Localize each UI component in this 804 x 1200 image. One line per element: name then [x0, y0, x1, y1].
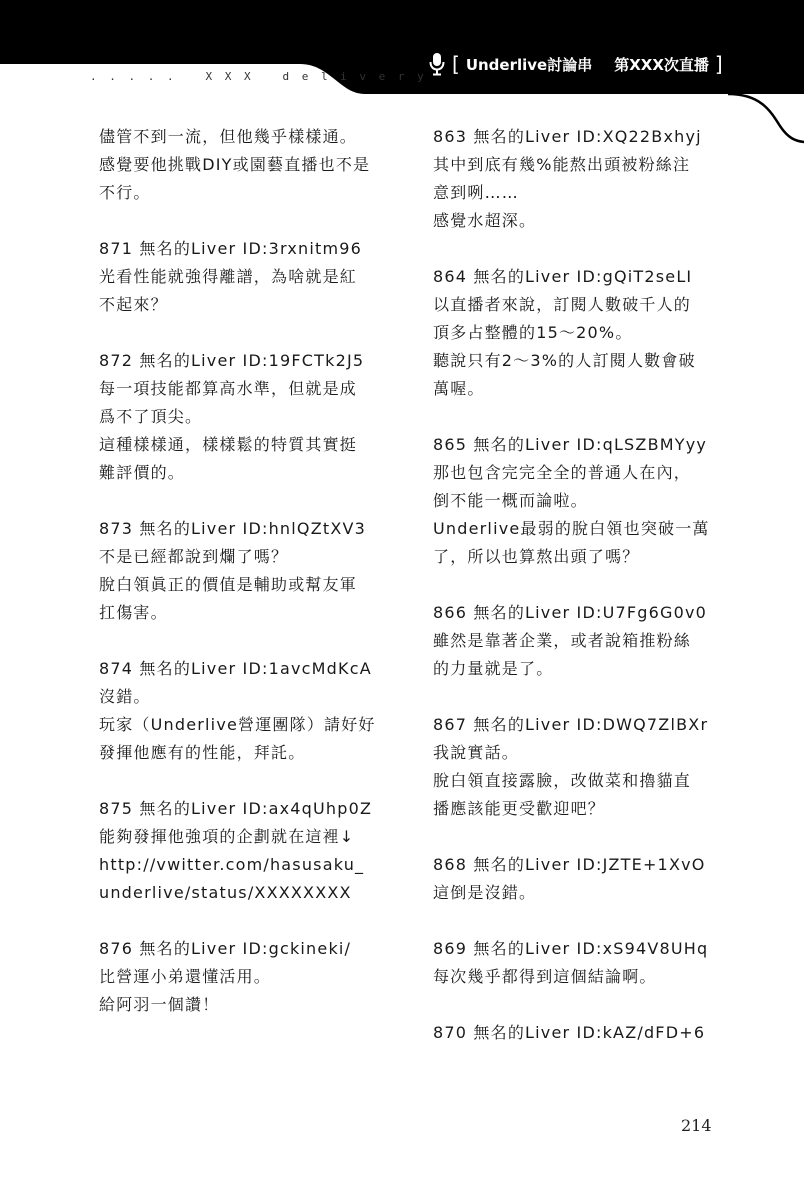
post: [433, 935, 733, 991]
post-header: 864 無名的Liver ID:gQiT2seLI: [433, 267, 693, 286]
post-header: 867 無名的Liver ID:DWQ7ZlBXr: [433, 715, 709, 734]
post: [433, 599, 733, 683]
post: [433, 431, 733, 571]
post: [99, 347, 399, 487]
post: [433, 711, 733, 823]
post-header: 873 無名的Liver ID:hnlQZtXV3: [99, 519, 367, 538]
post: [99, 795, 399, 907]
post-line: 脫白領眞正的價值是輔助或幫友軍: [99, 575, 358, 594]
running-head: . . . . . X X X d e l i v e r y: [90, 70, 427, 83]
post-line: 光看性能就強得離譜，為啥就是紅: [99, 267, 358, 286]
post-line: 比營運小弟還懂活用。: [99, 967, 272, 986]
post-line: 意到咧……: [433, 183, 520, 202]
post-line: 能夠發揮他強項的企劃就在這裡↓: [99, 827, 355, 846]
post-line: 脫白領直接露臉，改做菜和擼貓直: [433, 771, 692, 790]
post-header: 870 無名的Liver ID:kAZ/dFD+6: [433, 1023, 706, 1042]
bracket-open: [: [452, 52, 460, 76]
post-line: Underlive最弱的脫白領也突破一萬: [433, 519, 710, 538]
post-header: 868 無名的Liver ID:JZTE+1XvO: [433, 855, 706, 874]
post-line: 聽說只有2～3%的人訂閱人數會破: [433, 351, 696, 370]
post: [433, 263, 733, 403]
post-line: 播應該能更受歡迎吧？: [433, 799, 606, 818]
post-link: underlive/status/XXXXXXXX: [99, 883, 352, 902]
post-line: 扛傷害。: [99, 603, 168, 622]
post-header: 871 無名的Liver ID:3rxnitm96: [99, 239, 362, 258]
post-line: 了，所以也算熬出頭了嗎？: [433, 547, 640, 566]
right-column: [433, 123, 733, 1075]
post-line: 這倒是沒錯。: [433, 883, 537, 902]
post-line: 每一項技能都算高水準，但就是成: [99, 379, 358, 398]
post-line: 不是已經都說到爛了嗎？: [99, 547, 289, 566]
post-line: 那也包含完完全全的普通人在內，: [433, 463, 692, 482]
post-header: 865 無名的Liver ID:qLSZBMYyy: [433, 435, 708, 454]
post-line: 沒錯。: [99, 687, 151, 706]
post-header: 876 無名的Liver ID:gckineki/: [99, 939, 352, 958]
post: [99, 123, 399, 207]
post-line: 以直播者來說，訂閱人數破千人的: [433, 295, 692, 314]
post-line: 不行。: [99, 183, 151, 202]
post-line: 感覺要他挑戰DIY或園藝直播也不是: [99, 155, 371, 174]
post: [99, 515, 399, 627]
post-line: 發揮他應有的性能，拜託。: [99, 743, 306, 762]
thread-title: [428, 52, 723, 76]
broadcast-number: 第XXX次直播: [614, 55, 709, 74]
post-line: 萬喔。: [433, 379, 485, 398]
post-line: 不起來？: [99, 295, 168, 314]
post-line: 倒不能一概而論啦。: [433, 491, 588, 510]
post-line: 這種樣樣通，樣樣鬆的特質其實挺: [99, 435, 358, 454]
post: [99, 235, 399, 319]
post: [99, 655, 399, 767]
post-line: 我說實話。: [433, 743, 520, 762]
post-header: 874 無名的Liver ID:1avcMdKcA: [99, 659, 372, 678]
post-line: 難評價的。: [99, 463, 186, 482]
post-header: 869 無名的Liver ID:xS94V8UHq: [433, 939, 709, 958]
post: [433, 123, 733, 235]
post-line: 頂多占整體的15～20%。: [433, 323, 633, 342]
post-line: 給阿羽一個讚！: [99, 995, 220, 1014]
post: [99, 935, 399, 1019]
post-header: 872 無名的Liver ID:19FCTk2J5: [99, 351, 365, 370]
post-line: 儘管不到一流，但他幾乎樣樣通。: [99, 127, 358, 146]
post-line: 玩家（Underlive營運團隊）請好好: [99, 715, 376, 734]
post: [433, 1019, 733, 1047]
post-line: 每次幾乎都得到這個結論啊。: [433, 967, 657, 986]
post-line: 的力量就是了。: [433, 659, 554, 678]
post-line: 雖然是靠著企業，或者說箱推粉絲: [433, 631, 692, 650]
post-line: 感覺水超深。: [433, 211, 537, 230]
page-number: 214: [681, 1116, 712, 1135]
post-line: 其中到底有幾%能熬出頭被粉絲注: [433, 155, 691, 174]
left-column: [99, 123, 399, 1047]
post-link: http://vwitter.com/hasusaku_: [99, 855, 365, 874]
microphone-icon: [428, 52, 446, 76]
post: [433, 851, 733, 907]
post-header: 863 無名的Liver ID:XQ22Bxhyj: [433, 127, 702, 146]
post-header: 866 無名的Liver ID:U7Fg6G0v0: [433, 603, 708, 622]
thread-name: Underlive討論串: [465, 55, 593, 74]
post-line: 爲不了頂尖。: [99, 407, 203, 426]
post-header: 875 無名的Liver ID:ax4qUhp0Z: [99, 799, 373, 818]
bracket-close: ]: [714, 52, 723, 76]
